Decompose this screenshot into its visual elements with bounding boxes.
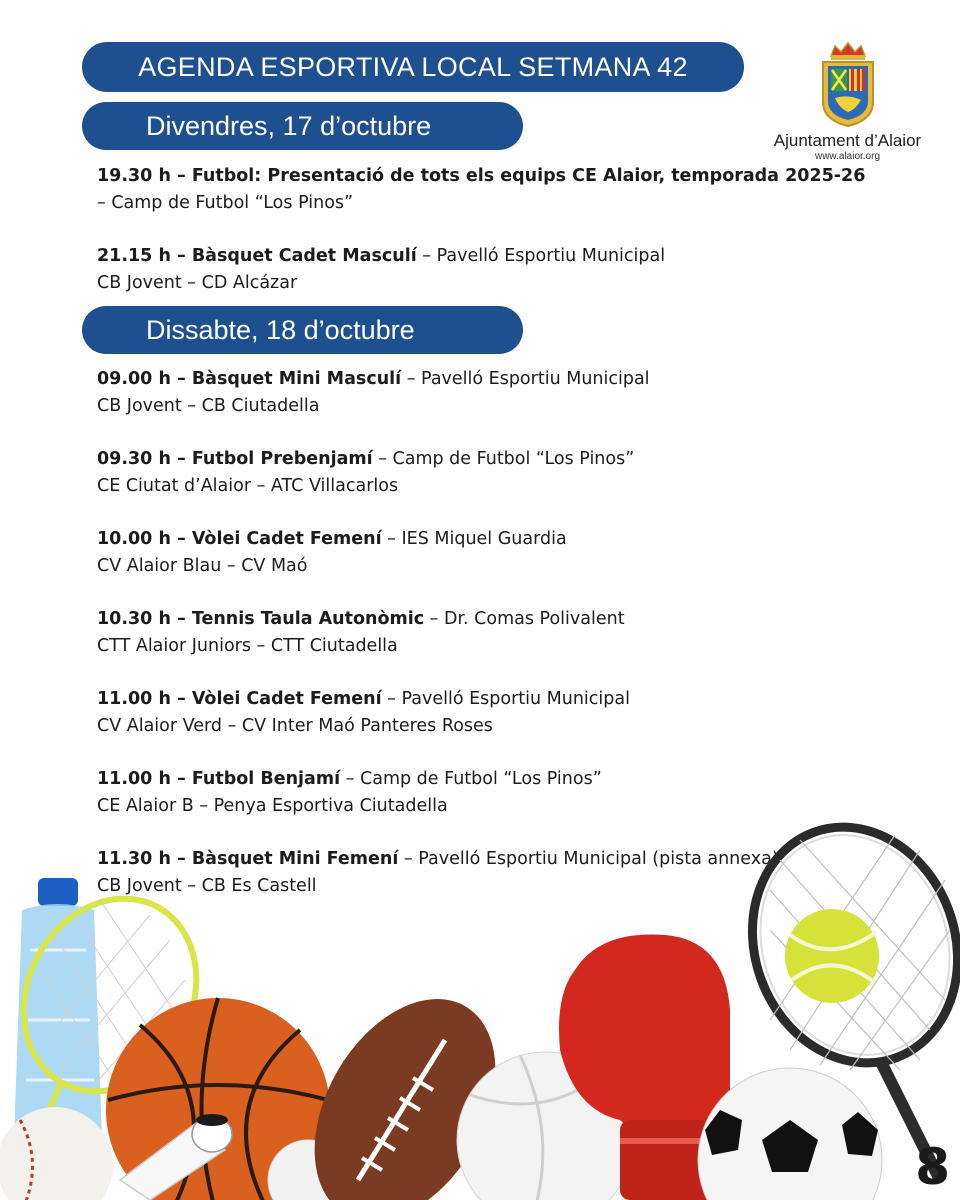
event-title: Tennis Taula Autonòmic bbox=[191, 609, 425, 629]
event-time: 10.00 h bbox=[97, 529, 171, 549]
event-title: Bàsquet Mini Femení bbox=[191, 849, 399, 869]
event-item: 21.15 h – Bàsquet Cadet Masculí – Pavelló Esportiu Municipal CB Jovent – CD Alcázar bbox=[97, 243, 865, 297]
event-venue: Pavelló Esportiu Municipal (pista annexa) bbox=[418, 849, 779, 869]
event-time: 19.30 h bbox=[97, 166, 171, 186]
event-venue: Pavelló Esportiu Municipal bbox=[436, 246, 666, 266]
tennis-ball-icon bbox=[785, 909, 879, 1003]
event-item: 10.30 h – Tennis Taula Autonòmic – Dr. Comas Polivalent CTT Alaior Juniors – CTT Ciutadella bbox=[97, 606, 779, 660]
event-detail: CB Jovent – CB Ciutadella bbox=[97, 396, 320, 416]
event-title: Bàsquet Mini Masculí bbox=[191, 369, 402, 389]
sports-equipment-illustration bbox=[0, 820, 960, 1200]
event-item: 11.30 h – Bàsquet Mini Femení – Pavelló Esportiu Municipal (pista annexa) CB Jovent – CB Es Castell bbox=[97, 846, 779, 900]
event-time: 09.30 h bbox=[97, 449, 171, 469]
event-detail: CE Alaior B – Penya Esportiva Ciutadella bbox=[97, 796, 448, 816]
event-detail: CTT Alaior Juniors – CTT Ciutadella bbox=[97, 636, 398, 656]
event-time: 09.00 h bbox=[97, 369, 171, 389]
event-detail: CB Jovent – CB Es Castell bbox=[97, 876, 317, 896]
event-title: Vòlei Cadet Femení bbox=[191, 689, 382, 709]
event-list-friday bbox=[97, 163, 865, 323]
event-detail: – Camp de Futbol “Los Pinos” bbox=[97, 193, 354, 213]
page-title-text: AGENDA ESPORTIVA LOCAL SETMANA 42 bbox=[138, 51, 688, 82]
event-detail: CE Ciutat d’Alaior – ATC Villacarlos bbox=[97, 476, 399, 496]
logo-url: www.alaior.org bbox=[814, 151, 881, 162]
event-title: Bàsquet Cadet Masculí bbox=[191, 246, 417, 266]
event-title: Futbol Prebenjamí bbox=[191, 449, 373, 469]
event-venue: Pavelló Esportiu Municipal bbox=[401, 689, 630, 709]
day-heading-label: Divendres, 17 d’octubre bbox=[146, 110, 432, 141]
event-item: 10.00 h – Vòlei Cadet Femení – IES Miquel Guardia CV Alaior Blau – CV Maó bbox=[97, 526, 779, 580]
event-venue: Camp de Futbol “Los Pinos” bbox=[360, 769, 602, 789]
event-time: 11.30 h bbox=[97, 849, 171, 869]
event-venue: Pavelló Esportiu Municipal bbox=[421, 369, 650, 389]
event-time: 11.00 h bbox=[97, 769, 171, 789]
event-item: 09.30 h – Futbol Prebenjamí – Camp de Futbol “Los Pinos” CE Ciutat d’Alaior – ATC Villacarlos bbox=[97, 446, 779, 500]
event-time: 21.15 h bbox=[97, 246, 171, 266]
event-time: 11.00 h bbox=[97, 689, 171, 709]
event-item: 19.30 h – Futbol: Presentació de tots els equips CE Alaior, temporada 2025-26 – Camp de Futbol “Los Pinos” bbox=[97, 163, 865, 217]
event-detail: CV Alaior Blau – CV Maó bbox=[97, 556, 308, 576]
event-detail: CB Jovent – CD Alcázar bbox=[97, 273, 298, 293]
event-time: 10.30 h bbox=[97, 609, 171, 629]
event-item: 09.00 h – Bàsquet Mini Masculí – Pavelló Esportiu Municipal CB Jovent – CB Ciutadella bbox=[97, 366, 779, 420]
page-title bbox=[82, 42, 744, 92]
event-item: 11.00 h – Vòlei Cadet Femení – Pavelló Esportiu Municipal CV Alaior Verd – CV Inter Maó Panteres Roses bbox=[97, 686, 779, 740]
logo-name: Ajuntament d’Alaior bbox=[773, 131, 922, 150]
coat-of-arms-icon bbox=[817, 40, 879, 130]
water-bottle-icon bbox=[14, 878, 102, 1148]
page-number: 8 bbox=[915, 1138, 950, 1196]
town-hall-logo bbox=[760, 40, 935, 170]
event-title: Futbol Benjamí bbox=[191, 769, 341, 789]
event-venue: IES Miquel Guardia bbox=[401, 529, 567, 549]
event-title: Futbol: Presentació de tots els equips CE Alaior, temporada 2025-26 bbox=[191, 166, 866, 186]
day-heading-friday bbox=[82, 102, 523, 150]
event-title: Vòlei Cadet Femení bbox=[191, 529, 382, 549]
event-item: 11.00 h – Futbol Benjamí – Camp de Futbol “Los Pinos” CE Alaior B – Penya Esportiva Ciutadella bbox=[97, 766, 779, 820]
event-detail: CV Alaior Verd – CV Inter Maó Panteres Roses bbox=[97, 716, 493, 736]
event-venue: Camp de Futbol “Los Pinos” bbox=[392, 449, 635, 469]
event-venue: Dr. Comas Polivalent bbox=[443, 609, 625, 629]
day-heading-label: Dissabte, 18 d’octubre bbox=[146, 314, 415, 345]
